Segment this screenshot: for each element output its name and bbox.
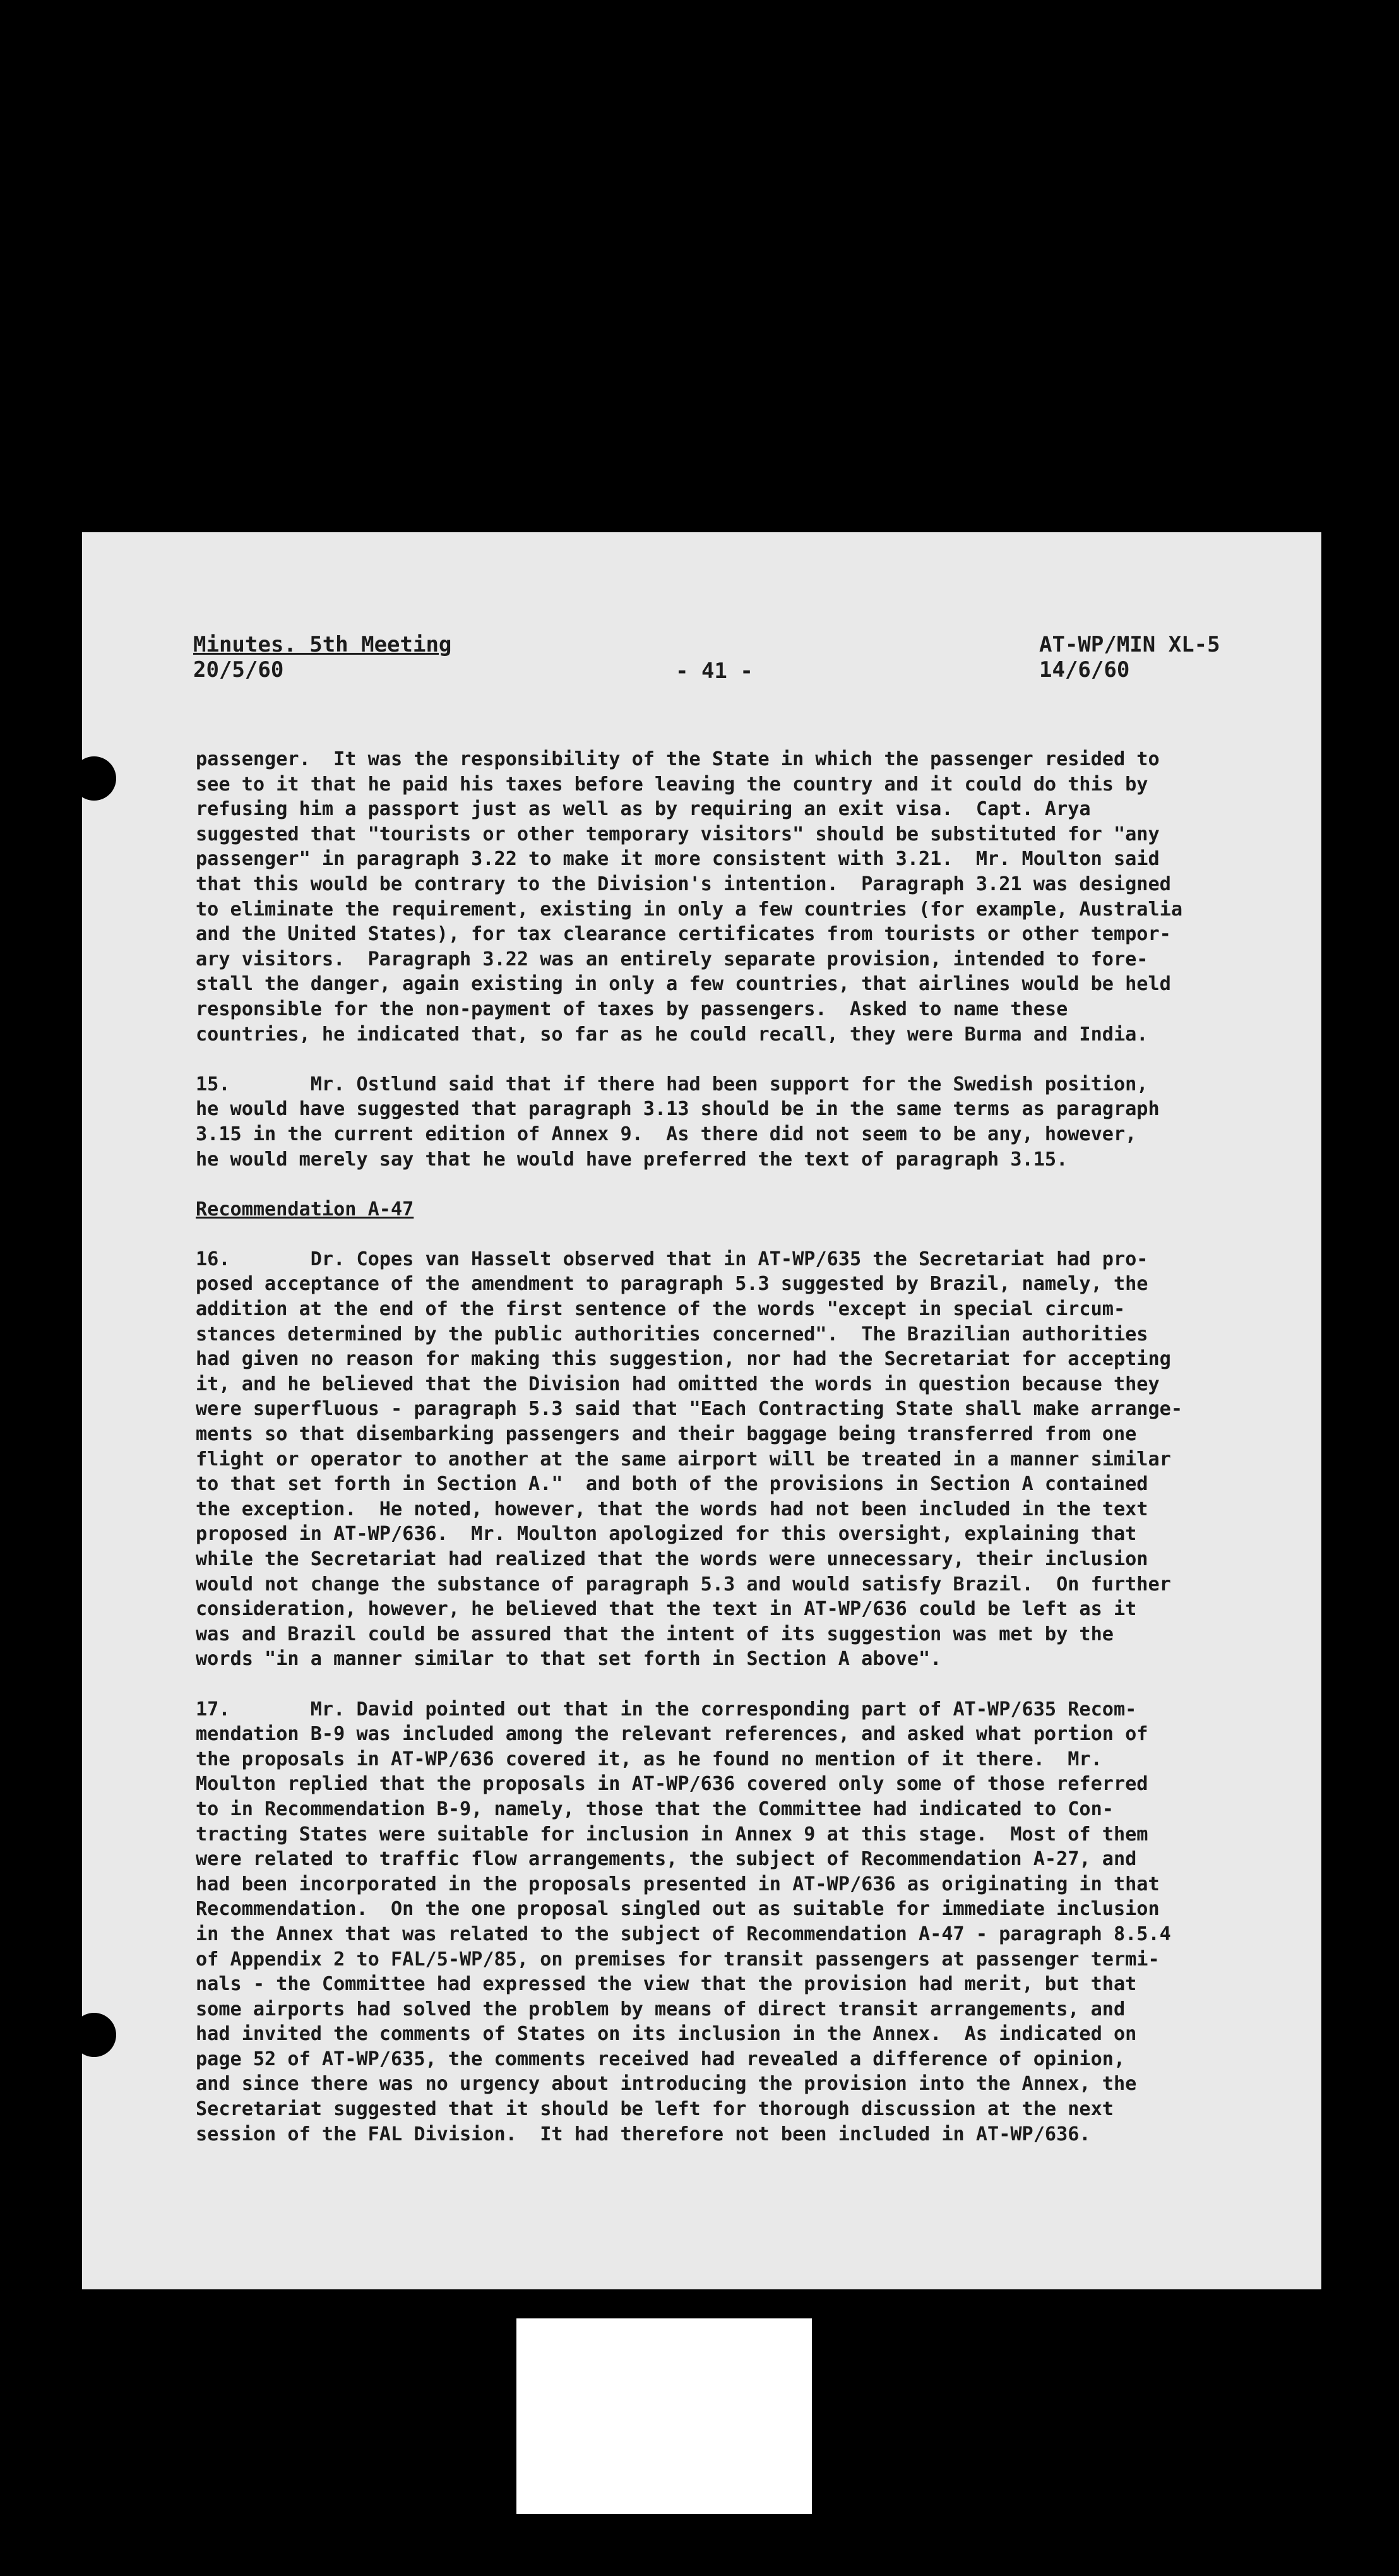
text-line: he would have suggested that paragraph 3.13 should be in the same terms as paragraph bbox=[196, 1098, 1160, 1121]
text-line: had given no reason for making this suggestion, nor had the Secretariat for accepting bbox=[196, 1348, 1171, 1371]
text-line: page 52 of AT-WP/635, the comments received had revealed a difference of opinion, bbox=[196, 2048, 1126, 2070]
paragraph-16 bbox=[196, 1247, 1294, 1672]
header-right bbox=[1039, 632, 1220, 683]
text-line: Secretariat suggested that it should be left for thorough discussion at the next bbox=[196, 2098, 1114, 2121]
document-reference: AT-WP/MIN XL-5 bbox=[1039, 632, 1220, 657]
text-line: passenger" in paragraph 3.22 to make it more consistent with 3.21. Mr. Moulton said bbox=[196, 848, 1160, 871]
punch-hole-top bbox=[72, 756, 116, 801]
text-line: see to it that he paid his taxes before leaving the country and it could do this by bbox=[196, 773, 1148, 796]
text-line: proposed in AT-WP/636. Mr. Moulton apologized for this oversight, explaining that bbox=[196, 1523, 1137, 1546]
text-line: flight or operator to another at the same airport will be treated in a manner similar bbox=[196, 1448, 1171, 1470]
text-line: of Appendix 2 to FAL/5-WP/85, on premises for transit passengers at passenger termi- bbox=[196, 1948, 1160, 1971]
text-line: mendation B-9 was included among the relevant references, and asked what portion of bbox=[196, 1723, 1148, 1746]
page-number: - 41 - bbox=[676, 659, 753, 684]
text-line: were related to traffic flow arrangements, the subject of Recommendation A-27, and bbox=[196, 1848, 1137, 1871]
text-line: it, and he believed that the Division had omitted the words in question because they bbox=[196, 1373, 1160, 1395]
text-line: consideration, however, he believed that the text in AT-WP/636 could be left as it bbox=[196, 1598, 1137, 1621]
punch-hole-bottom bbox=[72, 2013, 116, 2057]
text-line: Recommendation. On the one proposal singled out as suitable for immediate inclusion bbox=[196, 1898, 1160, 1921]
text-line: words "in a manner similar to that set forth in Section A above". bbox=[196, 1648, 942, 1671]
document-date: 14/6/60 bbox=[1039, 657, 1130, 683]
text-line: Moulton replied that the proposals in AT-WP/636 covered only some of those referred bbox=[196, 1773, 1148, 1796]
text-line: to eliminate the requirement, existing in only a few countries (for example, Australia bbox=[196, 898, 1182, 921]
text-line: 16. Dr. Copes van Hasselt observed that in AT-WP/635 the Secretariat had pro- bbox=[196, 1248, 1148, 1270]
text-line: responsible for the non-payment of taxes by passengers. Asked to name these bbox=[196, 998, 1068, 1020]
text-line: had been incorporated in the proposals presented in AT-WP/636 as originating in that bbox=[196, 1873, 1160, 1895]
text-line: the proposals in AT-WP/636 covered it, as he found no mention of it there. Mr. bbox=[196, 1748, 1102, 1770]
recommendation-heading: Recommendation A-47 bbox=[196, 1198, 414, 1220]
text-line: and since there was no urgency about introducing the provision into the Annex, the bbox=[196, 2073, 1137, 2096]
text-line: suggested that "tourists or other temporary visitors" should be substituted for "any bbox=[196, 823, 1160, 845]
text-line: ments so that disembarking passengers and their baggage being transferred from one bbox=[196, 1423, 1137, 1446]
text-line: posed acceptance of the amendment to paragraph 5.3 suggested by Brazil, namely, the bbox=[196, 1273, 1148, 1296]
text-line: to in Recommendation B-9, namely, those that the Committee had indicated to Con- bbox=[196, 1798, 1114, 1820]
section-heading bbox=[196, 1197, 1294, 1222]
text-line: 3.15 in the current edition of Annex 9. As there did not seem to be any, however, bbox=[196, 1123, 1137, 1145]
text-line: had invited the comments of States on its inclusion in the Annex. As indicated on bbox=[196, 2023, 1137, 2046]
text-line: the exception. He noted, however, that the words had not been included in the text bbox=[196, 1498, 1148, 1520]
text-line: stances determined by the public authorities concerned". The Brazilian authorities bbox=[196, 1323, 1148, 1345]
document-body bbox=[196, 747, 1294, 2147]
header-left bbox=[193, 632, 451, 683]
paragraph-15 bbox=[196, 1072, 1294, 1172]
paragraph-continuation bbox=[196, 747, 1294, 1047]
meeting-title: Minutes. 5th Meeting bbox=[193, 632, 452, 657]
text-line: while the Secretariat had realized that the words were unnecessary, their inclusion bbox=[196, 1548, 1148, 1570]
text-line: some airports had solved the problem by means of direct transit arrangements, and bbox=[196, 1998, 1126, 2020]
text-line: countries, he indicated that, so far as he could recall, they were Burma and India. bbox=[196, 1023, 1148, 1046]
text-line: passenger. It was the responsibility of the State in which the passenger resided to bbox=[196, 748, 1160, 770]
text-line: would not change the substance of paragraph 5.3 and would satisfy Brazil. On further bbox=[196, 1573, 1171, 1595]
text-line: stall the danger, again existing in only a few countries, that airlines would be held bbox=[196, 973, 1171, 996]
meeting-date: 20/5/60 bbox=[193, 657, 284, 683]
text-line: 15. Mr. Ostlund said that if there had been support for the Swedish position, bbox=[196, 1073, 1148, 1095]
text-line: nals - the Committee had expressed the view that the provision had merit, but that bbox=[196, 1973, 1137, 1996]
text-line: 17. Mr. David pointed out that in the corresponding part of AT-WP/635 Recom- bbox=[196, 1698, 1137, 1720]
text-line: addition at the end of the first sentence of the words "except in special circum- bbox=[196, 1298, 1126, 1321]
text-line: that this would be contrary to the Division's intention. Paragraph 3.21 was designed bbox=[196, 873, 1171, 895]
text-line: in the Annex that was related to the subject of Recommendation A-47 - paragraph 8.5.4 bbox=[196, 1923, 1171, 1945]
text-line: were superfluous - paragraph 5.3 said that "Each Contracting State shall make arrange- bbox=[196, 1398, 1182, 1421]
text-line: to that set forth in Section A." and both of the provisions in Section A contained bbox=[196, 1473, 1148, 1496]
paragraph-17 bbox=[196, 1697, 1294, 2147]
text-line: he would merely say that he would have preferred the text of paragraph 3.15. bbox=[196, 1148, 1068, 1171]
text-line: session of the FAL Division. It had therefore not been included in AT-WP/636. bbox=[196, 2123, 1091, 2145]
text-line: ary visitors. Paragraph 3.22 was an entirely separate provision, intended to fore- bbox=[196, 948, 1148, 970]
text-line: refusing him a passport just as well as by requiring an exit visa. Capt. Arya bbox=[196, 798, 1091, 821]
text-line: tracting States were suitable for inclusion in Annex 9 at this stage. Most of them bbox=[196, 1823, 1148, 1846]
blank-label-slip bbox=[516, 2318, 812, 2514]
text-line: was and Brazil could be assured that the intent of its suggestion was met by the bbox=[196, 1623, 1114, 1645]
text-line: and the United States), for tax clearance certificates from tourists or other tempor- bbox=[196, 923, 1171, 946]
